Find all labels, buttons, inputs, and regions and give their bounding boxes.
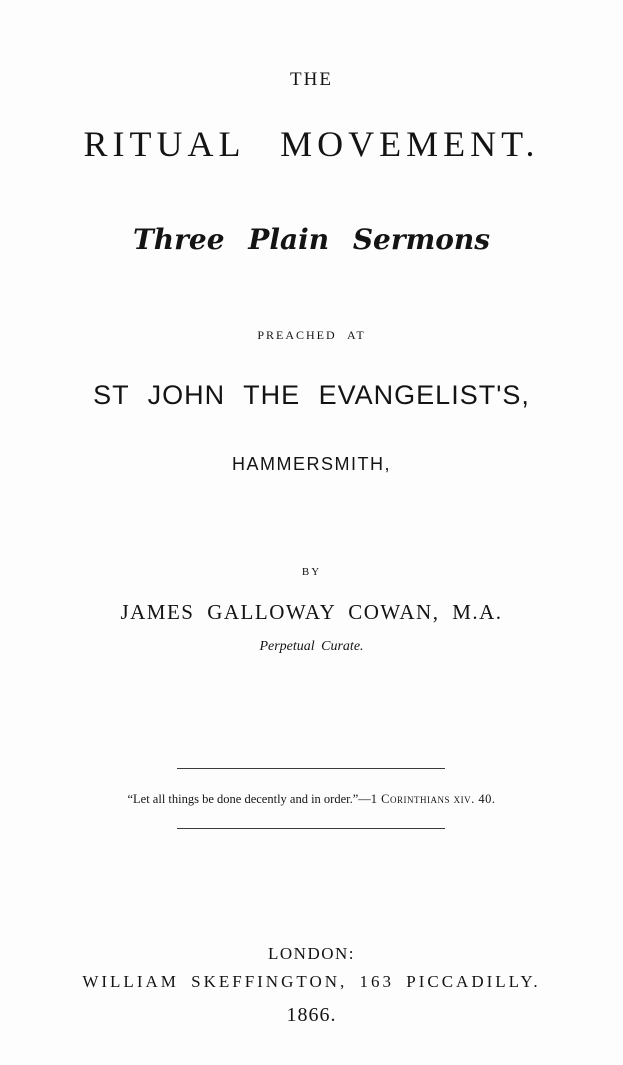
publication-city: LONDON: <box>268 944 355 963</box>
publisher: WILLIAM SKEFFINGTON, 163 PICCADILLY. <box>82 972 541 991</box>
epigraph <box>0 793 623 806</box>
author-role: Perpetual Curate. <box>259 639 364 654</box>
epigraph-quote: “Let all things be done decently and in order.”— <box>127 792 371 806</box>
bottom-divider <box>177 828 445 829</box>
preached-at-label: PREACHED AT <box>257 328 366 342</box>
place-name: HAMMERSMITH, <box>232 454 391 474</box>
article-word: THE <box>290 69 333 90</box>
top-divider <box>177 768 445 769</box>
subtitle: Three Plain Sermons <box>132 223 491 256</box>
church-name: ST JOHN THE EVANGELIST'S, <box>93 380 530 410</box>
by-label: BY <box>301 566 322 578</box>
main-title: RITUAL MOVEMENT. <box>83 124 540 164</box>
author-name: JAMES GALLOWAY COWAN, M.A. <box>120 600 503 624</box>
publication-year: 1866. <box>286 1004 337 1026</box>
epigraph-reference: 1 Corinthians xiv. 40. <box>370 792 496 806</box>
